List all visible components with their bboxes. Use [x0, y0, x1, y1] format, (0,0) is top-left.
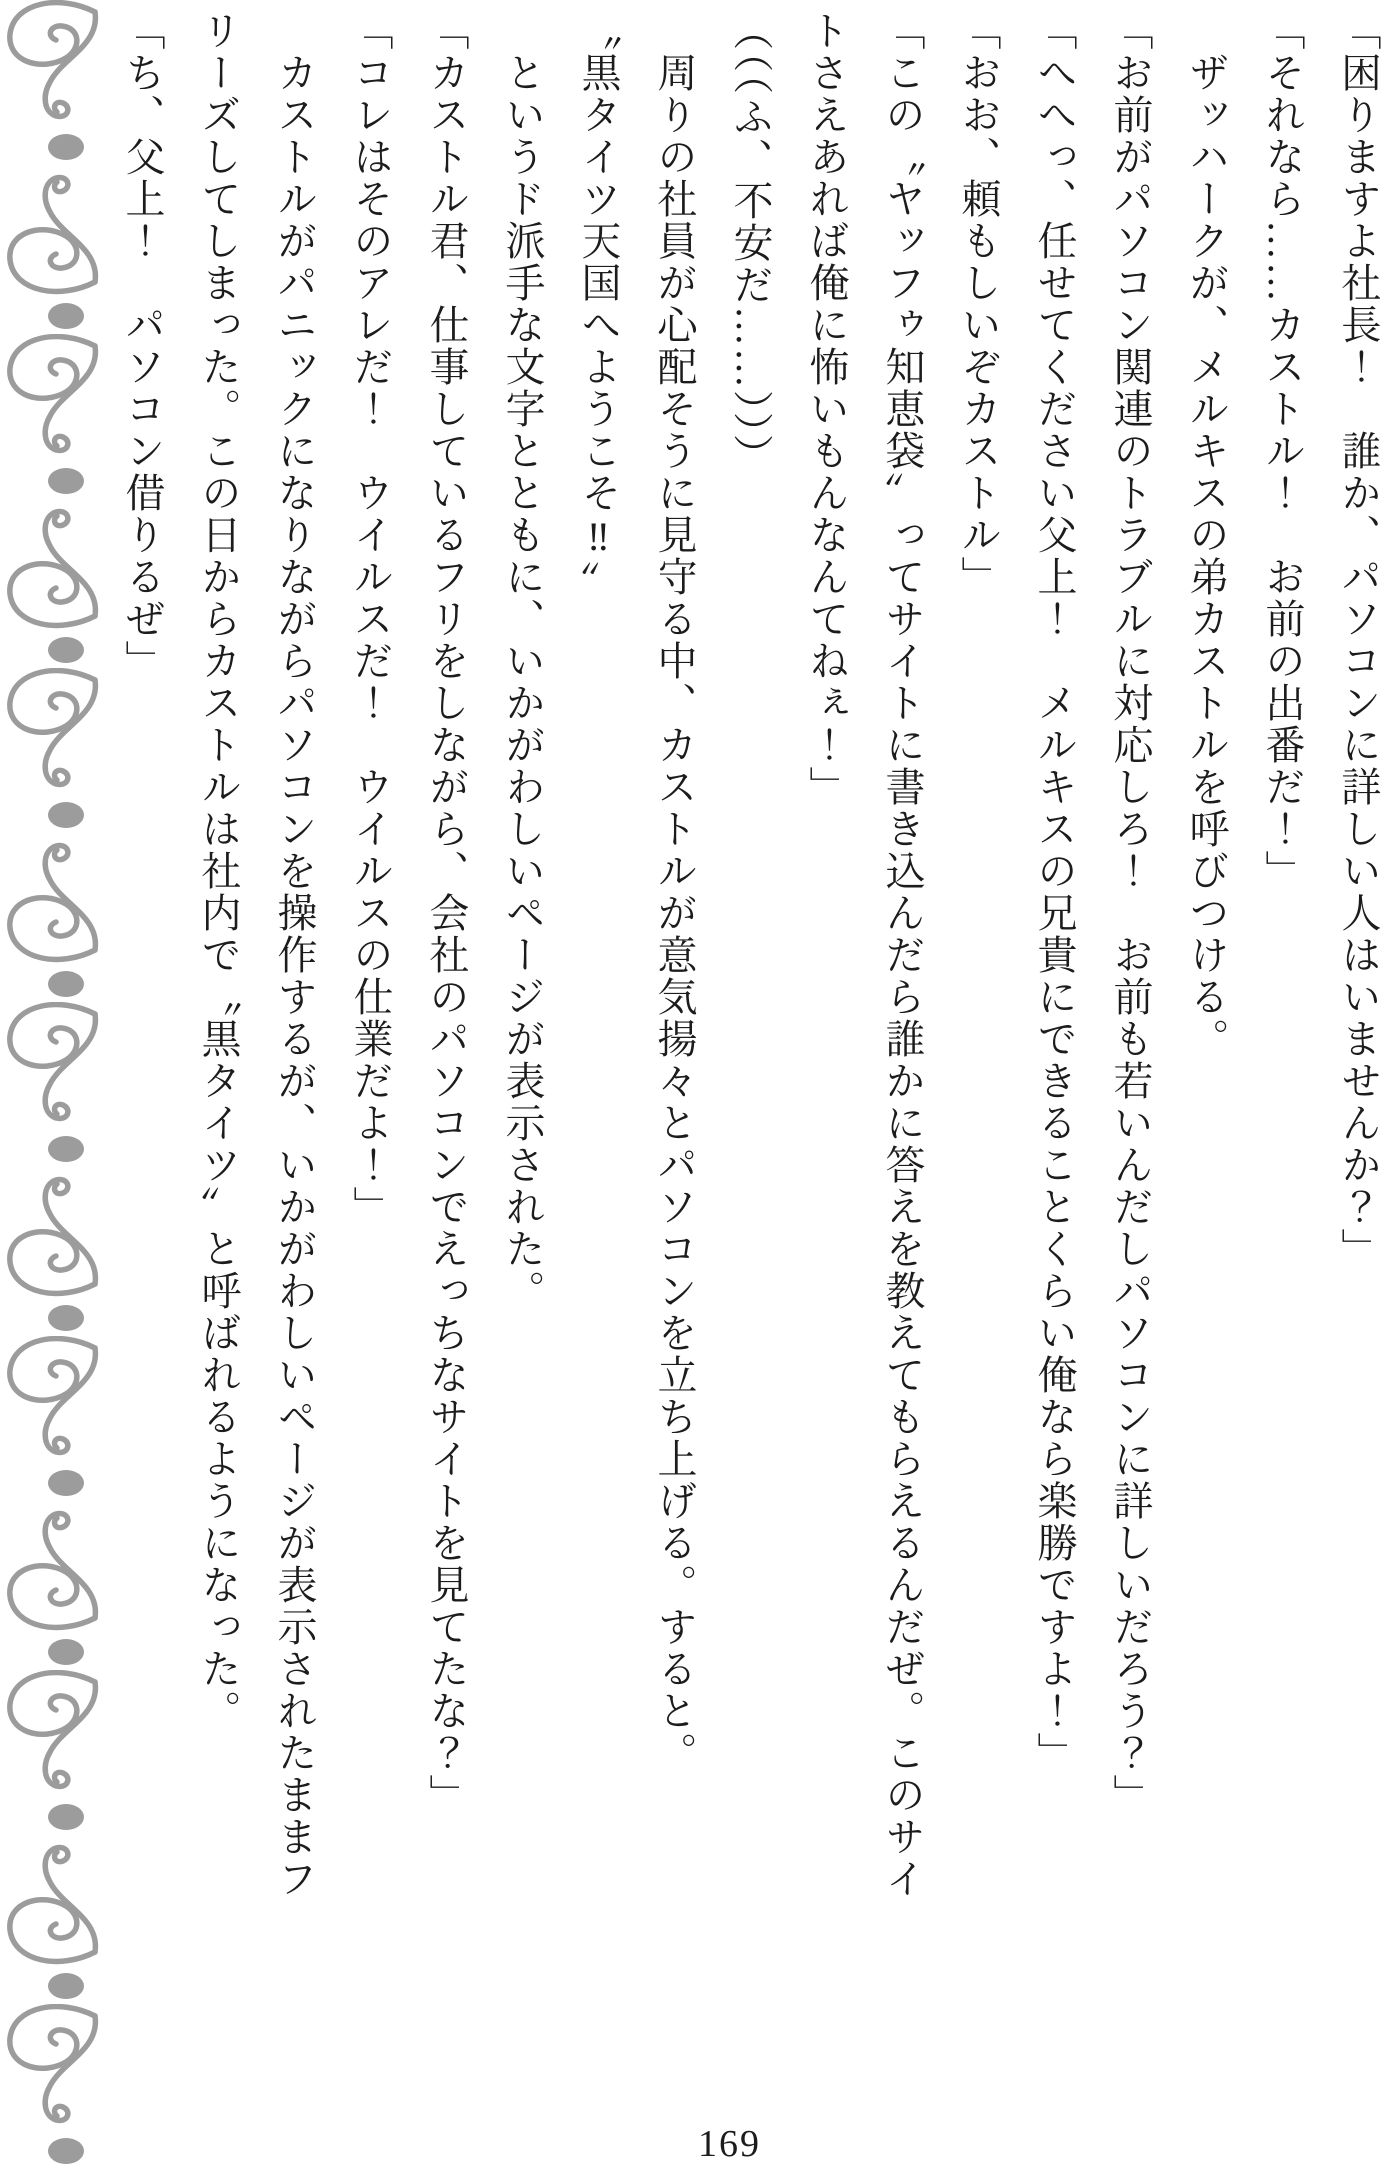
text-block	[104, 10, 1396, 1930]
text-column: カストルがパニックになりながらパソコンを操作するが、いかがわしいページが表示されたままフ	[272, 10, 317, 1900]
text-column: ザッハークが、メルキスの弟カストルを呼びつける。	[1184, 10, 1229, 1060]
text-column: リーズしてしまった。この日からカストルは社内で〝黒タイツ〟と呼ばれるようになった。	[196, 10, 241, 1732]
text-column: 「カストル君、仕事しているフリをしながら、会社のパソコンでえっちなサイトを見てたな？」	[424, 10, 469, 1816]
text-column: 「ち、父上！ パソコン借りるぜ」	[120, 10, 165, 682]
text-column: 「この〝ヤッフゥ知恵袋〟ってサイトに書き込んだら誰かに答えを教えてもらえるんだぜ。このサイ	[880, 10, 925, 1900]
text-column: （（（ふ、不安だ……）））	[728, 10, 773, 476]
text-column: 「へへっ、任せてください父上！ メルキスの兄貴にできることくらい俺なら楽勝ですよ！」	[1032, 10, 1077, 1774]
text-column: 〝黒タイツ天国へようこそ‼〟	[576, 10, 621, 603]
text-column: 「それなら……カストル！ お前の出番だ！」	[1260, 10, 1305, 892]
scroll-border-ornament	[0, 0, 115, 2171]
text-column: 「コレはそのアレだ！ ウイルスだ！ ウイルスの仕業だよ！」	[348, 10, 393, 1228]
text-column: 「お前がパソコン関連のトラブルに対応しろ！ お前も若いんだしパソコンに詳しいだろう？」	[1108, 10, 1153, 1816]
text-column: 周りの社員が心配そうに見守る中、カストルが意気揚々とパソコンを立ち上げる。すると。	[652, 10, 697, 1774]
text-column: トさえあれば俺に怖いもんなんてねぇ！」	[804, 10, 849, 808]
text-column: 「困りますよ社長！ 誰か、パソコンに詳しい人はいませんか？」	[1336, 10, 1381, 1270]
text-column: というド派手な文字とともに、いかがわしいページが表示された。	[500, 10, 545, 1312]
page-number: 169	[698, 2123, 761, 2165]
text-column: 「おお、頼もしいぞカストル」	[956, 10, 1001, 598]
ornament-strip	[0, 0, 115, 2171]
